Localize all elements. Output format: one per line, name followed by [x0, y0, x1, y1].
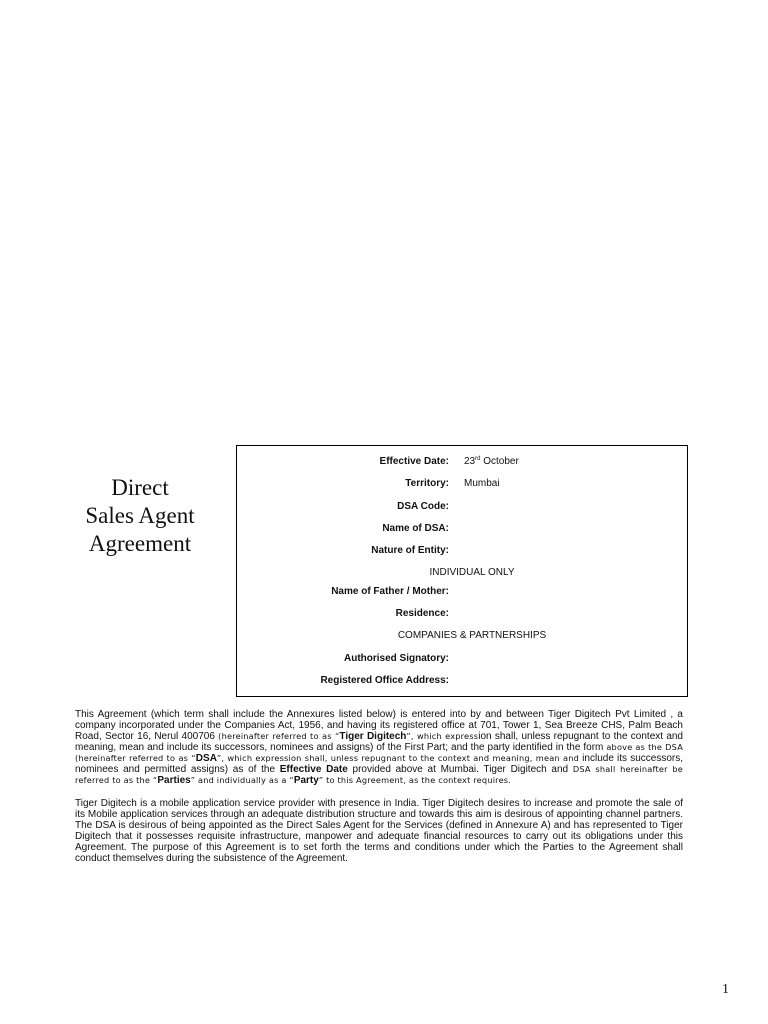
title-line-1: Direct [111, 475, 169, 500]
p1-text-8: ”, which expression shall, unless repugnant to the context and meaning, mean and [216, 753, 580, 763]
authorised-signatory-label: Authorised Signatory: [343, 653, 449, 664]
p1-term-effective-date: Effective Date [279, 764, 348, 775]
residence-label: Residence: [395, 608, 449, 619]
p1-term-party: Party [293, 775, 319, 786]
p1-term-tiger-digitech: Tiger Digitech [339, 731, 407, 742]
p1-text-5: ion shall, unless repugnant to the context and meaning, mean and include its successors, nominees and assigns) of the First Part; and the party identified in the form [75, 731, 683, 753]
agreement-intro-paragraph [75, 709, 683, 786]
p1-term-dsa: DSA [195, 753, 217, 764]
agreement-details-box [236, 445, 688, 697]
effective-date-month: October [480, 456, 519, 467]
dsa-code-label: DSA Code: [397, 501, 449, 512]
title-line-2: Sales Agent [85, 503, 195, 528]
agreement-purpose-paragraph: Tiger Digitech is a mobile application service provider with presence in India. Tiger Digitech desires to increase and promote the sale of its Mobile application services through an adequate distribution structure and towards this aim is desirous of appointing channel partners. The DSA is desirous of being appointed as the Direct Sales Agent for the Services (defined in Annexure A) and has represented to Tiger Digitech that it possesses requisite infrastructure, manpower and adequate financial resources to carry out its obligations under this Agreement. The purpose of this Agreement is to set forth the terms and conditions under which the Parties to the Agreement shall conduct themselves during the subsistence of the Agreement. [75, 798, 683, 864]
p1-text-2: (hereinafter referred to as “ [218, 731, 340, 741]
individual-only-heading: INDIVIDUAL ONLY [429, 567, 515, 578]
registered-office-label: Registered Office Address: [320, 675, 449, 686]
effective-date-day: 23 [464, 456, 476, 467]
companies-partnerships-heading: COMPANIES & PARTNERSHIPS [397, 630, 547, 641]
effective-date-label: Effective Date: [379, 456, 449, 467]
nature-of-entity-label: Nature of Entity: [371, 545, 449, 556]
p1-text-6: above as the DSA (hereinafter referred to as “ [75, 742, 683, 763]
territory-value: Mumbai [464, 478, 500, 489]
p1-text-12: DSA shall hereinafter be referred to as the “ [75, 764, 684, 785]
effective-date-value [464, 456, 519, 468]
p1-text-4: ”, which express [406, 731, 479, 741]
effective-date-suffix: rd [475, 456, 481, 462]
p1-text-1: This Agreement (which term shall include the Annexures listed below) is entered into by and between Tiger Digitech Pvt Limited , a company incorporated under the Companies Act, 1956, and having its registered office at 701, Tower 1, Sea Breeze CHS, Palm Beach Road, Sector 16, Nerul 400706 [75, 709, 683, 742]
p1-text-14: ” and individually as a “ [190, 775, 294, 785]
p1-text-11: provided above at Mumbai. Tiger Digitech and [347, 764, 573, 775]
territory-label: Territory: [405, 478, 449, 489]
p1-text-9: include its successors, nominees and permitted assigns) as of the [75, 753, 684, 775]
document-title [60, 474, 220, 558]
p1-term-parties: Parties [157, 775, 191, 786]
name-of-dsa-label: Name of DSA: [382, 523, 449, 534]
father-mother-label: Name of Father / Mother: [331, 586, 449, 597]
title-line-3: Agreement [88, 531, 192, 556]
p1-text-16: ” to this Agreement, as the context requires. [318, 775, 512, 785]
page-number: 1 [722, 982, 729, 997]
